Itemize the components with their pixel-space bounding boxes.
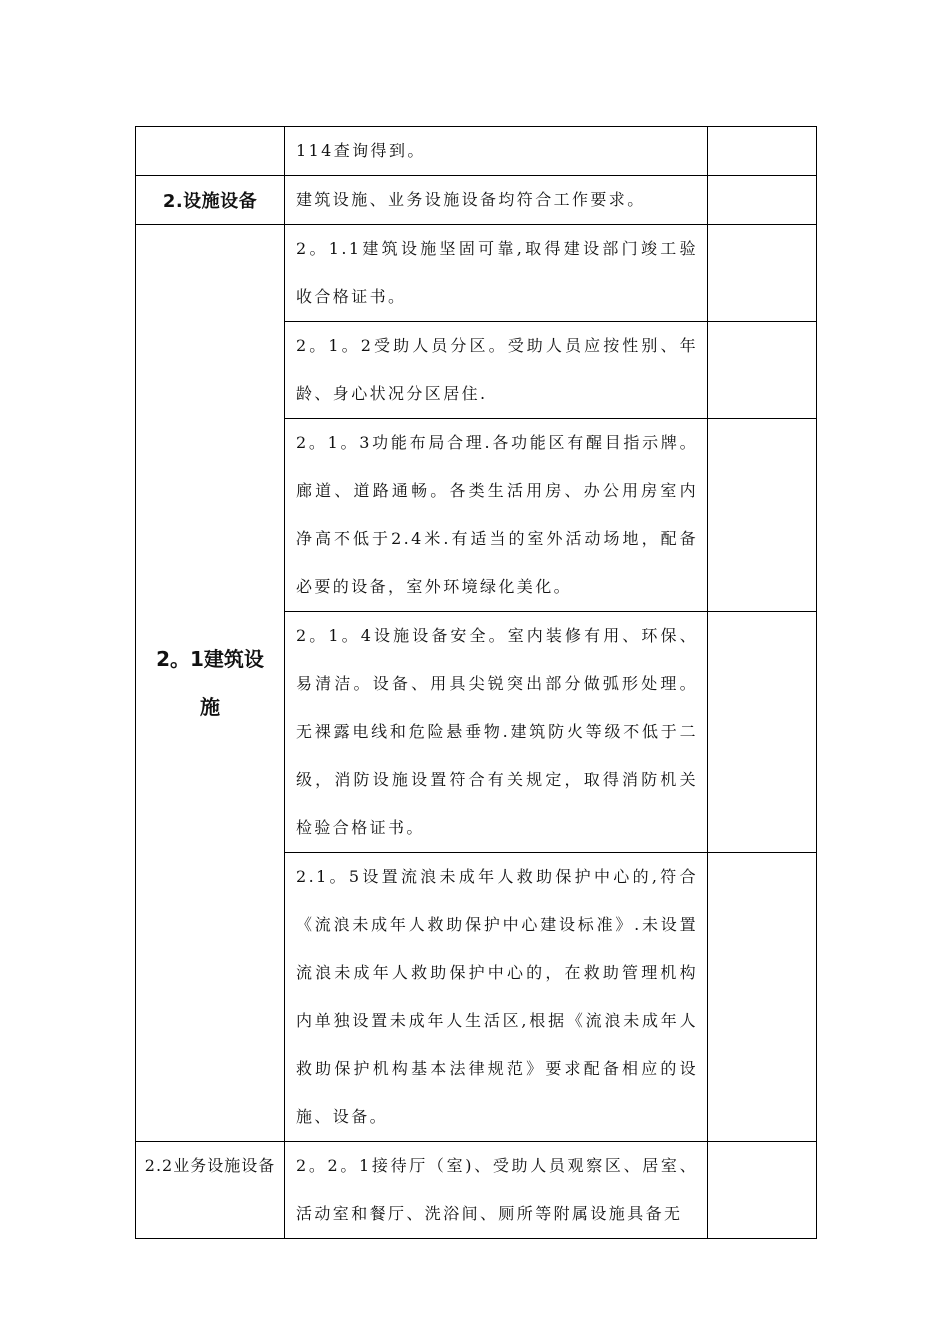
subsection-heading-cell <box>136 225 285 1142</box>
category-cell-empty <box>136 127 285 176</box>
score-cell <box>708 853 817 1142</box>
subsection-heading-cell <box>136 1142 285 1239</box>
section-heading: 2.设施设备 <box>162 191 258 212</box>
standards-table <box>135 126 817 1239</box>
content-cell <box>285 225 708 322</box>
table-row <box>136 127 817 176</box>
content-cell <box>285 419 708 612</box>
item-text: 2。1。3功能布局合理.各功能区有醒目指示牌。廊道、道路通畅。各类生活用房、办公用房室内净高不低于2.4米.有适当的室外活动场地，配备必要的设备，室外环境绿化美化。 <box>296 433 698 596</box>
content-cell <box>285 176 708 225</box>
item-text: 2。1.1建筑设施坚固可靠,取得建设部门竣工验收合格证书。 <box>296 239 698 306</box>
score-cell <box>708 225 817 322</box>
score-cell <box>708 1142 817 1239</box>
item-text: 2。1。4设施设备安全。室内装修有用、环保、易清洁。设备、用具尖锐突出部分做弧形处理。无裸露电线和危险悬垂物.建筑防火等级不低于二级，消防设施设置符合有关规定，取得消防机关检验合格证书。 <box>296 626 698 837</box>
score-cell <box>708 612 817 853</box>
item-text: 2.1。5设置流浪未成年人救助保护中心的,符合《流浪未成年人救助保护中心建设标准》.未设置流浪未成年人救助保护中心的，在救助管理机构内单独设置未成年人生活区,根据《流浪未成年人救助保护机构基本法律规范》要求配备相应的设施、设备。 <box>296 867 698 1126</box>
subsection-heading: 2。1建筑设施 <box>156 647 264 719</box>
content-cell <box>285 853 708 1142</box>
section-heading-cell <box>136 176 285 225</box>
score-cell <box>708 419 817 612</box>
table-row <box>136 176 817 225</box>
table-row <box>136 1142 817 1239</box>
content-cell <box>285 612 708 853</box>
subsection-heading: 2.2业务设施设备 <box>144 1156 276 1175</box>
score-cell <box>708 322 817 419</box>
score-cell <box>708 127 817 176</box>
content-cell <box>285 1142 708 1239</box>
content-cell <box>285 322 708 419</box>
table-row <box>136 225 817 322</box>
content-cell <box>285 127 708 176</box>
content-text: 建筑设施、业务设施设备均符合工作要求。 <box>296 190 646 209</box>
content-text: 114查询得到。 <box>296 141 426 160</box>
item-text: 2。1。2受助人员分区。受助人员应按性别、年龄、身心状况分区居住. <box>296 336 698 403</box>
content-text: 2。2。1接待厅（室)、受助人员观察区、居室、活动室和餐厅、洗浴间、厕所等附属设施具备无 <box>296 1156 698 1223</box>
score-cell <box>708 176 817 225</box>
